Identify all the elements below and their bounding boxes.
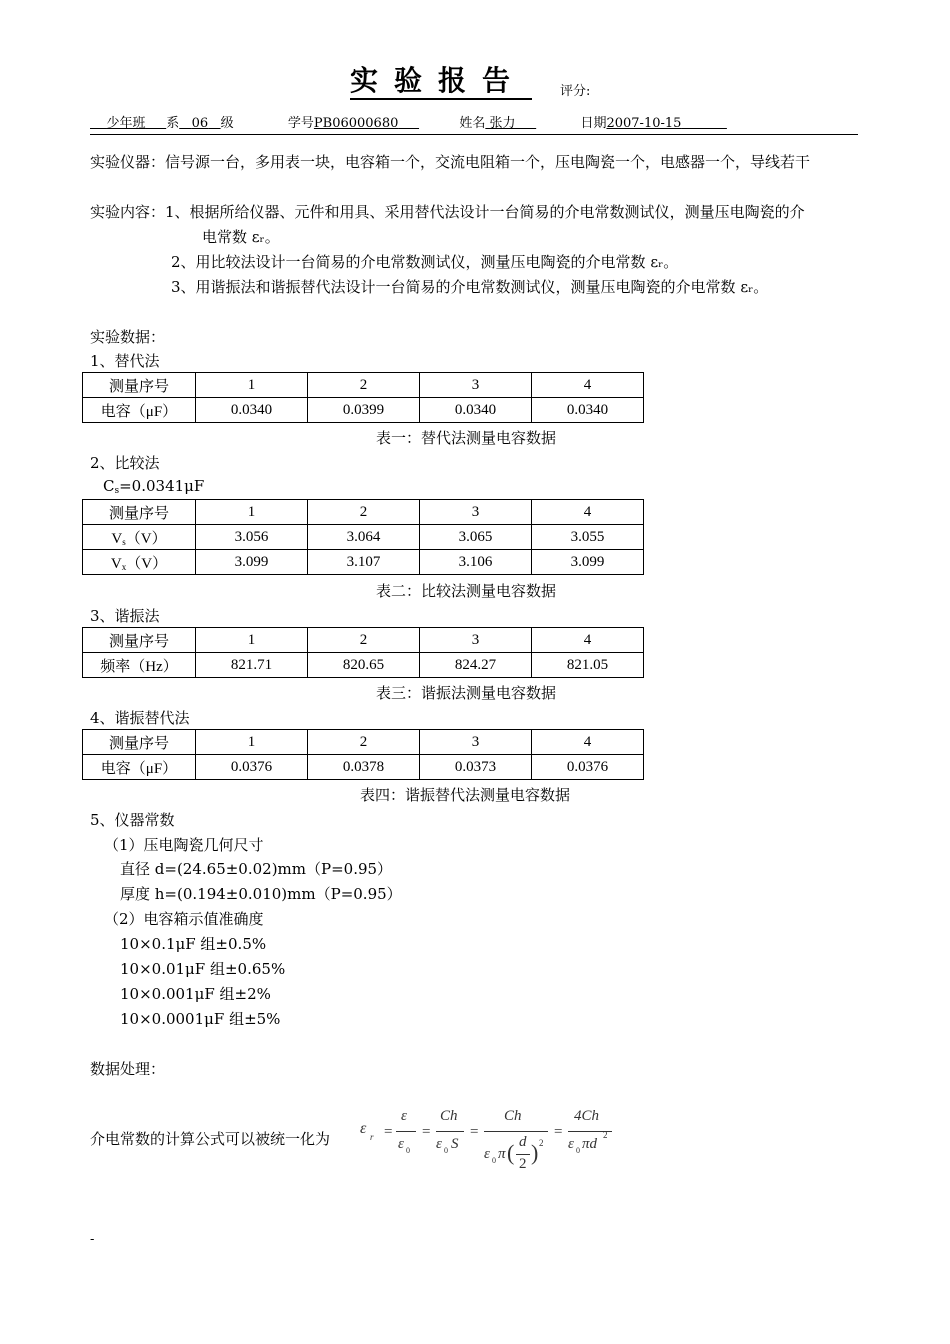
- formula-r-sub: r: [370, 1132, 374, 1142]
- table-row: [83, 398, 644, 423]
- formula-eps0-b: ε: [436, 1136, 442, 1152]
- content-line-3: 3、用谐振法和谐振替代法设计一台简易的介电常数测试仪，测量压电陶瓷的介电常数 εᵣ。: [171, 278, 769, 296]
- table-cell: 4: [532, 628, 644, 653]
- formula-text: 介电常数的计算公式可以被统一化为: [90, 1130, 331, 1148]
- student-id: PB06000680: [313, 116, 399, 131]
- table-cell: 4: [532, 373, 644, 398]
- content-line-1: 实验内容：1、根据所给仪器、元件和用具、采用替代法设计一台简易的介电常数测试仪，测量压电陶瓷的介: [90, 203, 805, 221]
- table-row: [83, 653, 644, 678]
- constants-sub-2: （2）电容箱示值准确度: [104, 910, 264, 928]
- formula-eq-4: =: [554, 1124, 563, 1140]
- class-name: 少年班: [106, 116, 146, 131]
- table-cell: 频率（Hz）: [83, 653, 196, 678]
- processing-label: 数据处理：: [90, 1060, 166, 1078]
- formula-eq-1: =: [384, 1124, 393, 1140]
- report-date: 2007-10-15: [606, 116, 682, 131]
- table-substitution: [82, 372, 644, 423]
- caption-table-4: 表四：谐振替代法测量电容数据: [360, 786, 571, 804]
- table-cell: 0.0340: [420, 398, 532, 423]
- section-resonance-substitution: 4、谐振替代法: [90, 709, 190, 727]
- table-cell: 2: [308, 373, 420, 398]
- table-cell: 821.05: [532, 653, 644, 678]
- formula-ch-2: Ch: [504, 1108, 522, 1124]
- report-title: 实验报告: [350, 64, 532, 100]
- fraction-bar-1: [396, 1131, 416, 1132]
- table-cell: 1: [196, 373, 308, 398]
- table-cell: 1: [196, 730, 308, 755]
- accuracy-line-1: 10×0.1μF 组±0.5%: [120, 935, 267, 953]
- table-cell: 测量序号: [83, 730, 196, 755]
- table-resonance-substitution: [82, 729, 644, 780]
- table-cell: 0.0376: [196, 755, 308, 780]
- table-row: [83, 755, 644, 780]
- table-cell: 3: [420, 500, 532, 525]
- formula-pi-1: π: [498, 1146, 506, 1162]
- formula-rparen: ): [531, 1140, 539, 1165]
- table-cell: 2: [308, 628, 420, 653]
- accuracy-line-3: 10×0.001μF 组±2%: [120, 985, 271, 1003]
- data-label: 实验数据：: [90, 328, 166, 346]
- table-cell: 3.064: [308, 525, 420, 550]
- formula-zero-a: 0: [406, 1146, 410, 1155]
- table-cell: 电容（μF）: [83, 398, 196, 423]
- table-cell: 0.0373: [420, 755, 532, 780]
- table-cell: 0.0399: [308, 398, 420, 423]
- fraction-bar-inner: [516, 1154, 530, 1155]
- header-rule: [90, 134, 858, 135]
- table-cell: 3.107: [308, 550, 420, 575]
- table-cell: 3.099: [532, 550, 644, 575]
- content-line-2: 2、用比较法设计一台简易的介电常数测试仪，测量压电陶瓷的介电常数 εᵣ。: [171, 253, 679, 271]
- formula-eps-r: ε: [360, 1120, 367, 1137]
- caption-table-2: 表二：比较法测量电容数据: [376, 582, 557, 600]
- table-cell: 3.065: [420, 525, 532, 550]
- accuracy-line-4: 10×0.0001μF 组±5%: [120, 1010, 281, 1028]
- table-row: [83, 628, 644, 653]
- table-cell: 0.0376: [532, 755, 644, 780]
- formula-square-1: 2: [539, 1138, 544, 1148]
- formula-eps: ε: [401, 1108, 407, 1124]
- table-cell: $V_x(V)$: [83, 550, 196, 575]
- table-resonance: [82, 627, 644, 678]
- formula-d: d: [519, 1134, 527, 1150]
- grade-label: 级: [220, 116, 234, 131]
- instruments-line: 实验仪器：信号源一台，多用表一块，电容箱一个，交流电阻箱一个，压电陶瓷一个，电感器一个，导线若干: [90, 153, 811, 171]
- student-id-label: 学号: [287, 116, 314, 131]
- constants-sub-1: （1）压电陶瓷几何尺寸: [104, 836, 264, 854]
- cs-value: $C_s=0.0341\mu F$: [103, 477, 205, 496]
- table-cell: 电容（μF）: [83, 755, 196, 780]
- table-cell: 0.0340: [196, 398, 308, 423]
- formula-lparen: (: [507, 1140, 515, 1165]
- formula-eq-3: =: [470, 1124, 479, 1140]
- caption-table-3: 表三：谐振法测量电容数据: [376, 684, 557, 702]
- formula-4ch: 4Ch: [574, 1108, 600, 1124]
- table-cell: 0.0378: [308, 755, 420, 780]
- accuracy-line-2: 10×0.01μF 组±0.65%: [120, 960, 286, 978]
- formula-zero-b: 0: [444, 1146, 448, 1155]
- formula-eps0-d: ε: [568, 1136, 574, 1152]
- caption-table-1: 表一：替代法测量电容数据: [376, 429, 557, 447]
- section-comparison: 2、比较法: [90, 454, 160, 472]
- score-label: 评分:: [560, 84, 591, 99]
- table-cell: 0.0340: [532, 398, 644, 423]
- table-row: [83, 500, 644, 525]
- table-cell: 测量序号: [83, 500, 196, 525]
- table-cell: 3.099: [196, 550, 308, 575]
- table-cell: 3: [420, 628, 532, 653]
- table-cell: 2: [308, 500, 420, 525]
- table-cell: 4: [532, 730, 644, 755]
- formula-eq-2: =: [422, 1124, 431, 1140]
- formula-eps0-c: ε: [484, 1146, 490, 1162]
- footer-dash: -: [90, 1232, 95, 1247]
- table-cell: 测量序号: [83, 628, 196, 653]
- formula-s: S: [451, 1136, 459, 1152]
- diameter-line: 直径 d=(24.65±0.02)mm（P=0.95）: [120, 860, 393, 878]
- table-cell: 2: [308, 730, 420, 755]
- fraction-bar-2: [436, 1131, 464, 1132]
- table-cell: $V_s(V)$: [83, 525, 196, 550]
- content-line-1b: 电常数 εᵣ。: [202, 228, 280, 246]
- table-cell: 824.27: [420, 653, 532, 678]
- formula-two: 2: [519, 1156, 527, 1172]
- section-constants: 5、仪器常数: [90, 811, 175, 829]
- thickness-line: 厚度 h=(0.194±0.010)mm（P=0.95）: [120, 885, 402, 903]
- grade-value: 06: [191, 116, 209, 131]
- name-label: 姓名: [459, 116, 486, 131]
- formula-eps0-a: ε: [398, 1136, 404, 1152]
- section-resonance: 3、谐振法: [90, 607, 160, 625]
- table-cell: 821.71: [196, 653, 308, 678]
- table-cell: 测量序号: [83, 373, 196, 398]
- table-comparison: [82, 499, 644, 575]
- date-label: 日期: [580, 116, 607, 131]
- table-row: [83, 730, 644, 755]
- table-cell: 1: [196, 500, 308, 525]
- table-cell: 1: [196, 628, 308, 653]
- section-substitution: 1、替代法: [90, 352, 160, 370]
- table-cell: 3.056: [196, 525, 308, 550]
- dept-label: 系: [166, 116, 180, 131]
- table-cell: 3: [420, 373, 532, 398]
- fraction-bar-3: [484, 1131, 548, 1132]
- table-row: [83, 525, 644, 550]
- table-cell: 3.106: [420, 550, 532, 575]
- formula-ch-1: Ch: [440, 1108, 458, 1124]
- table-row: [83, 373, 644, 398]
- student-name: 张力: [489, 116, 516, 131]
- table-row: [83, 550, 644, 575]
- formula-zero-c: 0: [492, 1156, 496, 1165]
- formula-zero-d: 0: [576, 1146, 580, 1155]
- formula-pid: πd: [582, 1136, 598, 1152]
- student-info-row: [90, 112, 727, 131]
- table-cell: 3: [420, 730, 532, 755]
- formula-square-2: 2: [603, 1130, 608, 1140]
- table-cell: 4: [532, 500, 644, 525]
- table-cell: 820.65: [308, 653, 420, 678]
- table-cell: 3.055: [532, 525, 644, 550]
